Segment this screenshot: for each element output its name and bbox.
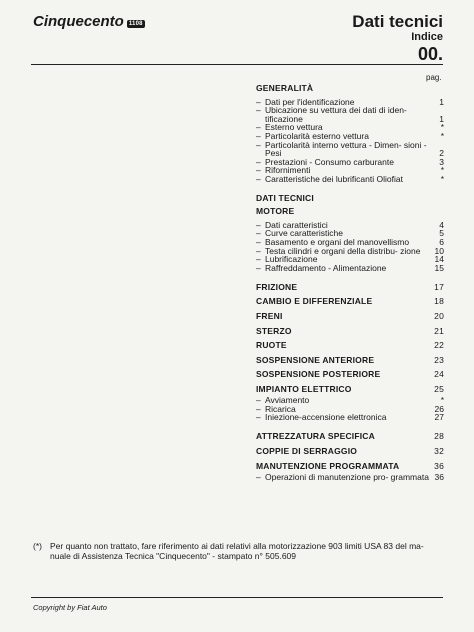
index-entry-page: 24 <box>434 369 444 380</box>
index-entry-page: * <box>440 173 444 184</box>
index-entry-title: – Avviamento <box>265 395 310 406</box>
index-entry-title: – Prestazioni - Consumo carburante <box>265 156 394 167</box>
footnote-text: Per quanto non trattato, fare riferimento ai dati relativi alla motorizzazione 903 limiti USA 83 del ma- nuale di Assistenza Tecnica "Cinquecento" - stampato n° 505.609 <box>50 541 424 561</box>
index-entry-title: – Esterno vettura <box>265 122 323 133</box>
header-divider <box>31 64 443 65</box>
index-entry-page: * <box>440 165 444 176</box>
index-chapter <box>256 296 444 306</box>
footnote <box>33 541 445 561</box>
table-of-contents <box>256 84 444 481</box>
index-entry-title: – Particolarità interno vettura - Dimen- sioni - Pesi <box>265 139 427 159</box>
index-entry-page: 28 <box>434 431 444 442</box>
index-entry-page: * <box>440 122 444 133</box>
index-heading <box>256 84 444 93</box>
index-entry-page: 5 <box>439 228 444 239</box>
brand-header <box>33 13 145 30</box>
index-entry-title: – Dati per l'identificazione <box>265 96 355 107</box>
page-column-label: pag. <box>426 73 442 82</box>
index-chapter <box>256 355 444 365</box>
index-entry-page: 3 <box>439 156 444 167</box>
index-entry-title: – Lubrificazione <box>265 254 318 265</box>
index-entry-title: DATI TECNICI <box>256 192 314 203</box>
index-entry-title: – Operazioni di manutenzione pro- grammata <box>265 471 429 482</box>
index-spacer <box>256 422 444 427</box>
index-chapter <box>256 311 444 321</box>
brand-name: Cinquecento <box>33 13 124 30</box>
index-entry-title: MANUTENZIONE PROGRAMMATA <box>256 460 400 471</box>
index-entry-title: – Rifornimenti <box>265 165 311 176</box>
index-entry <box>256 473 444 482</box>
index-entry-page: 15 <box>434 262 444 273</box>
index-chapter <box>256 369 444 379</box>
index-entry-page: 36 <box>434 471 444 482</box>
section-header <box>352 12 443 65</box>
index-chapter <box>256 340 444 350</box>
index-entry-page: 1 <box>439 96 444 107</box>
index-entry-title: – Ubicazione su vettura dei dati di iden- tificazione <box>265 105 407 124</box>
index-entry-title: COPPIE DI SERRAGGIO <box>256 446 358 456</box>
index-entry-title: FRENI <box>256 311 283 322</box>
page-subtitle: Indice <box>411 31 443 43</box>
index-entry <box>256 264 444 273</box>
index-entry-page: 18 <box>434 296 444 307</box>
index-entry-page: 14 <box>434 254 444 265</box>
index-entry-title: – Raffreddamento - Alimentazione <box>265 262 387 273</box>
index-entry-page: 4 <box>439 219 444 230</box>
index-entry-title: STERZO <box>256 325 292 336</box>
index-chapter <box>256 431 444 441</box>
index-entry-page: 10 <box>434 245 444 256</box>
index-entry <box>256 141 444 158</box>
index-entry-page: 21 <box>434 325 444 336</box>
index-entry-title: FRIZIONE <box>256 281 298 292</box>
index-entry-title: – Dati caratteristici <box>265 219 328 230</box>
index-entry-title: IMPIANTO ELETTRICO <box>256 384 352 395</box>
index-entry-title: GENERALITÀ <box>256 83 314 93</box>
index-entry-title: – Caratteristiche dei lubrificanti Oliofiat <box>265 173 403 184</box>
index-entry-page: 20 <box>434 311 444 322</box>
index-entry-title: RUOTE <box>256 340 287 351</box>
index-chapter <box>256 461 444 471</box>
index-entry-title: – Testa cilindri e organi della distribu- zione <box>265 245 421 256</box>
index-spacer <box>256 272 444 277</box>
index-entry-page: 22 <box>434 340 444 351</box>
index-entry-page: 32 <box>434 446 444 456</box>
index-entry-title: SOSPENSIONE POSTERIORE <box>256 369 381 380</box>
index-entry-title: – Ricarica <box>265 403 296 414</box>
index-entry-title: CAMBIO E DIFFERENZIALE <box>256 296 373 307</box>
index-entry-page: 27 <box>434 412 444 423</box>
index-entry-title: ATTREZZATURA SPECIFICA <box>256 431 375 442</box>
index-entry-page: 26 <box>434 403 444 414</box>
index-entry-page: 36 <box>434 460 444 471</box>
index-chapter <box>256 282 444 292</box>
index-entry-title: SOSPENSIONE ANTERIORE <box>256 354 375 365</box>
index-entry <box>256 175 444 184</box>
index-entry <box>256 413 444 422</box>
index-entry-title: MOTORE <box>256 206 295 217</box>
index-entry-page: 17 <box>434 281 444 292</box>
footnote-mark: (*) <box>33 541 42 551</box>
index-entry-page: 1 <box>439 113 444 124</box>
index-entry-title: – Iniezione-accensione elettronica <box>265 412 387 423</box>
index-entry-page: 6 <box>439 236 444 247</box>
index-entry-title: – Particolarità esterno vettura <box>265 130 369 141</box>
index-entry-page: * <box>440 130 444 141</box>
index-entry-page: 23 <box>434 354 444 365</box>
page-title: Dati tecnici <box>352 12 443 31</box>
index-chapter <box>256 326 444 336</box>
section-number: 00. <box>417 44 443 64</box>
index-entry-page: * <box>440 395 444 406</box>
copyright-notice: Copyright by Fiat Auto <box>33 603 107 612</box>
index-heading <box>256 194 444 203</box>
footer-divider <box>31 597 443 598</box>
index-entry-page: 25 <box>434 384 444 395</box>
index-entry-title: – Basamento e organi del manovellismo <box>265 236 410 247</box>
index-chapter <box>256 384 444 394</box>
index-heading <box>256 207 444 216</box>
index-entry-title: – Curve caratteristiche <box>265 228 343 239</box>
index-entry <box>256 106 444 123</box>
index-entry-page: 2 <box>439 148 444 159</box>
brand-badge: 1108 <box>128 21 143 27</box>
index-chapter <box>256 446 444 456</box>
